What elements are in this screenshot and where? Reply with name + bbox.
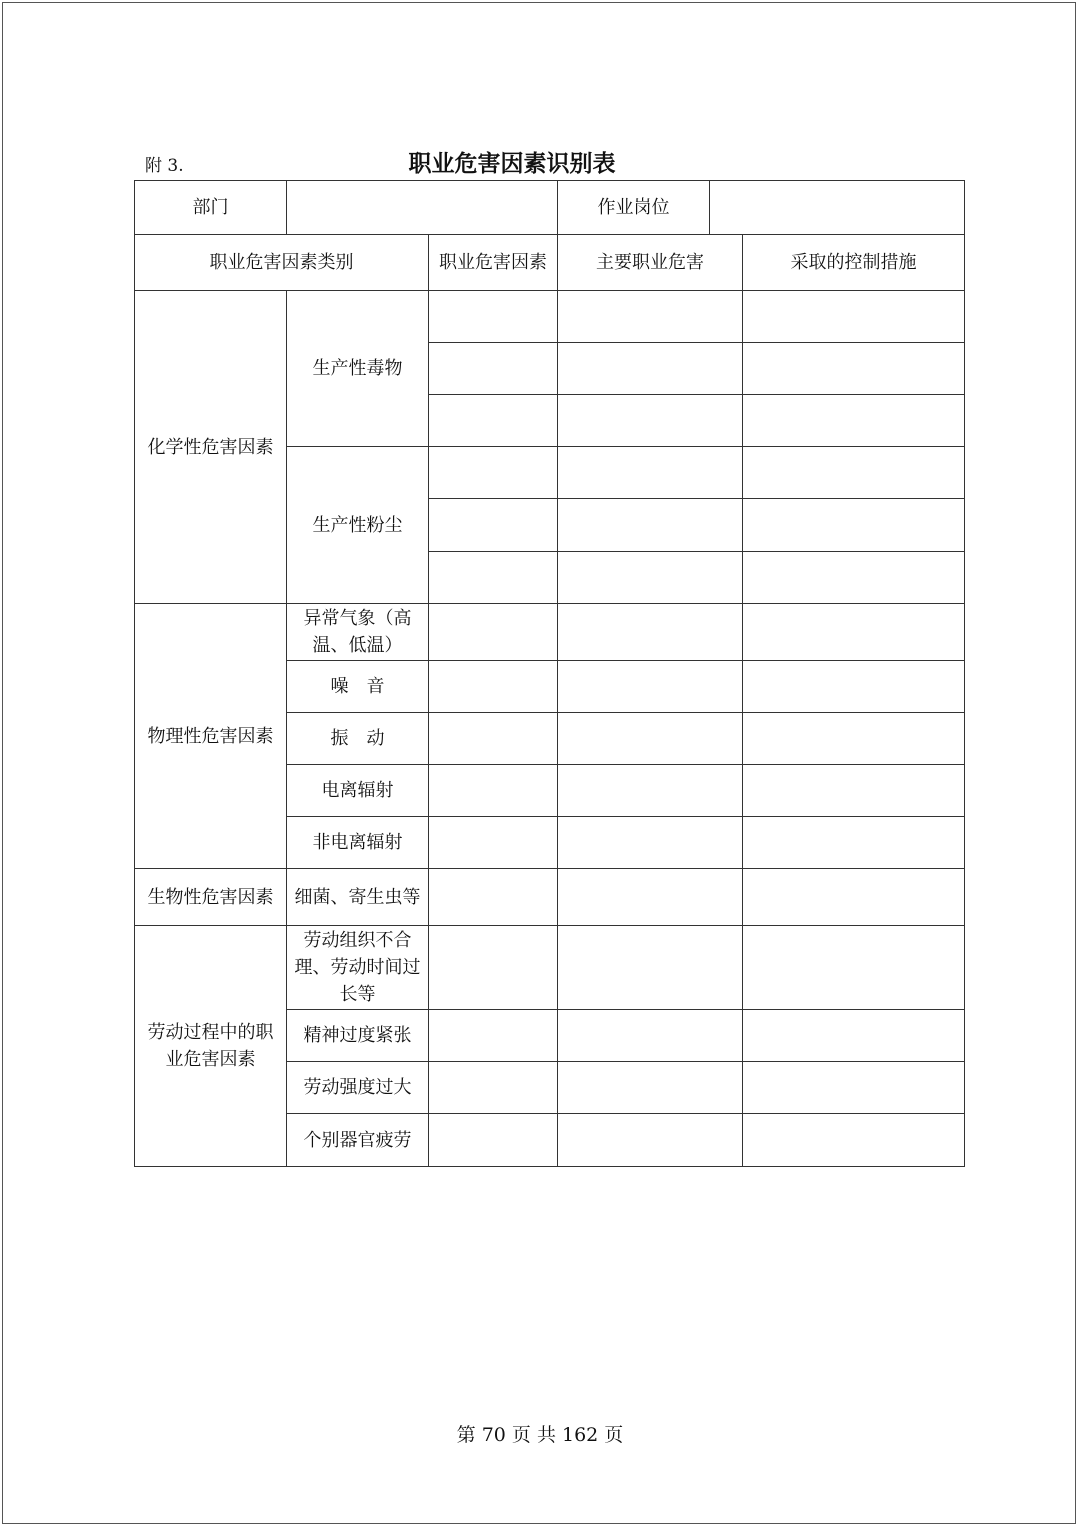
column-header-main-hazard: 主要职业危害: [558, 235, 743, 291]
factor-cell[interactable]: [429, 604, 558, 661]
table-row: [135, 291, 965, 343]
main-hazard-cell[interactable]: [558, 926, 743, 1010]
main-hazard-cell[interactable]: [558, 604, 743, 661]
measures-cell[interactable]: [743, 1010, 965, 1062]
factor-cell[interactable]: [429, 817, 558, 869]
main-hazard-cell[interactable]: [558, 1114, 743, 1167]
post-cell: [558, 181, 965, 235]
main-hazard-cell[interactable]: [558, 661, 743, 713]
measures-cell[interactable]: [743, 291, 965, 343]
main-hazard-cell[interactable]: [558, 343, 743, 395]
main-hazard-cell[interactable]: [558, 499, 743, 552]
measures-cell[interactable]: [743, 713, 965, 765]
main-hazard-cell[interactable]: [558, 447, 743, 499]
subcategory-mental-stress: 精神过度紧张: [287, 1010, 429, 1062]
subcategory-noise: 噪 音: [287, 661, 429, 713]
table-row: [135, 181, 965, 235]
measures-cell[interactable]: [743, 499, 965, 552]
table-row: [135, 926, 965, 1010]
measures-cell[interactable]: [743, 926, 965, 1010]
measures-cell[interactable]: [743, 604, 965, 661]
subcategory-ionizing: 电离辐射: [287, 765, 429, 817]
measures-cell[interactable]: [743, 1062, 965, 1114]
post-label: 作业岗位: [558, 181, 710, 234]
factor-cell[interactable]: [429, 499, 558, 552]
column-header-factor: 职业危害因素: [429, 235, 558, 291]
page-title: 职业危害因素识别表: [408, 151, 616, 177]
dept-label: 部门: [135, 181, 287, 235]
hazard-identification-table: [134, 180, 965, 1167]
category-labor: 劳动过程中的职业危害因素: [135, 926, 287, 1167]
page-number: 第 70 页 共 162 页: [456, 1424, 624, 1446]
factor-cell[interactable]: [429, 343, 558, 395]
category-chemical: 化学性危害因素: [135, 291, 287, 604]
measures-cell[interactable]: [743, 817, 965, 869]
main-hazard-cell[interactable]: [558, 395, 743, 447]
subcategory-toxic: 生产性毒物: [287, 291, 429, 447]
table-row: [135, 604, 965, 661]
measures-cell[interactable]: [743, 395, 965, 447]
factor-cell[interactable]: [429, 1062, 558, 1114]
factor-cell[interactable]: [429, 926, 558, 1010]
main-hazard-cell[interactable]: [558, 817, 743, 869]
main-hazard-cell[interactable]: [558, 713, 743, 765]
measures-cell[interactable]: [743, 447, 965, 499]
column-header-category: 职业危害因素类别: [135, 235, 429, 291]
post-input-cell[interactable]: [710, 181, 964, 234]
measures-cell[interactable]: [743, 765, 965, 817]
measures-cell[interactable]: [743, 552, 965, 604]
subcategory-non-ionizing: 非电离辐射: [287, 817, 429, 869]
factor-cell[interactable]: [429, 447, 558, 499]
main-hazard-cell[interactable]: [558, 291, 743, 343]
subcategory-abnormal-weather: 异常气象（高温、低温）: [287, 604, 429, 661]
factor-cell[interactable]: [429, 661, 558, 713]
factor-cell[interactable]: [429, 552, 558, 604]
main-hazard-cell[interactable]: [558, 552, 743, 604]
column-header-measures: 采取的控制措施: [743, 235, 965, 291]
measures-cell[interactable]: [743, 1114, 965, 1167]
main-hazard-cell[interactable]: [558, 765, 743, 817]
subcategory-bacteria: 细菌、寄生虫等: [287, 869, 429, 926]
factor-cell[interactable]: [429, 1114, 558, 1167]
factor-cell[interactable]: [429, 291, 558, 343]
measures-cell[interactable]: [743, 343, 965, 395]
measures-cell[interactable]: [743, 661, 965, 713]
main-hazard-cell[interactable]: [558, 1062, 743, 1114]
factor-cell[interactable]: [429, 395, 558, 447]
subcategory-dust: 生产性粉尘: [287, 447, 429, 604]
subcategory-organ-fatigue: 个别器官疲劳: [287, 1114, 429, 1167]
category-biological: 生物性危害因素: [135, 869, 287, 926]
factor-cell[interactable]: [429, 869, 558, 926]
table-header-row: [135, 235, 965, 291]
subcategory-vibration: 振 动: [287, 713, 429, 765]
subcategory-excessive-intensity: 劳动强度过大: [287, 1062, 429, 1114]
annex-label: 附 3.: [145, 156, 184, 176]
factor-cell[interactable]: [429, 765, 558, 817]
category-physical: 物理性危害因素: [135, 604, 287, 869]
table-row: [135, 869, 965, 926]
dept-input-cell[interactable]: [287, 181, 558, 235]
factor-cell[interactable]: [429, 1010, 558, 1062]
factor-cell[interactable]: [429, 713, 558, 765]
measures-cell[interactable]: [743, 869, 965, 926]
subcategory-unreasonable-org: 劳动组织不合理、劳动时间过长等: [287, 926, 429, 1010]
main-hazard-cell[interactable]: [558, 1010, 743, 1062]
main-hazard-cell[interactable]: [558, 869, 743, 926]
